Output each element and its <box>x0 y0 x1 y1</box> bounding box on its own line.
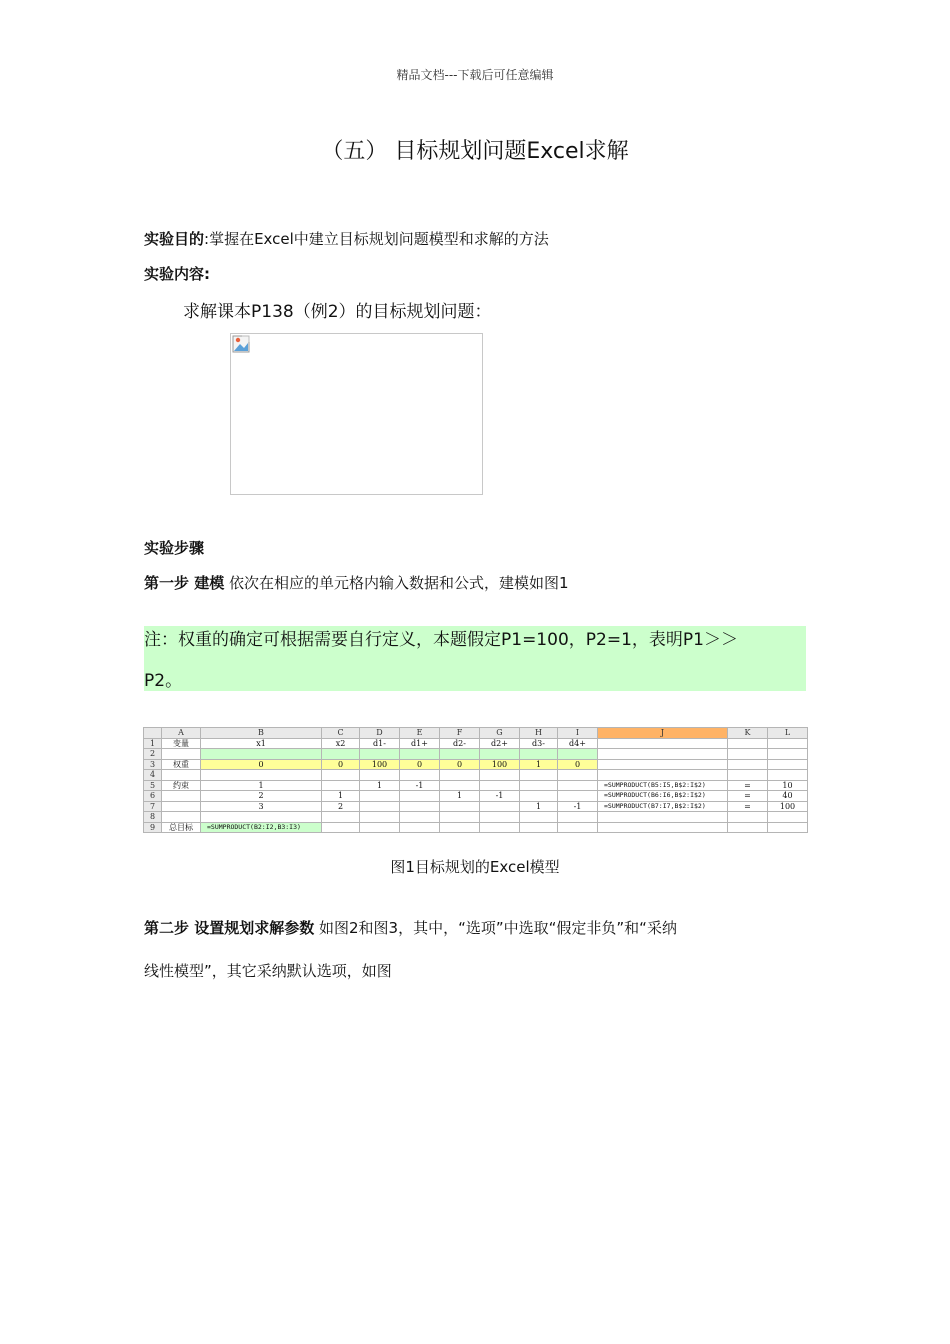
sheet-cell: x1 <box>201 738 322 749</box>
step2-line-2: 线性模型”，其它采纳默认选项，如图 <box>144 962 392 980</box>
sheet-cell: 约束 <box>162 780 201 791</box>
sheet-cell <box>728 759 768 770</box>
sheet-cell: 2 <box>322 801 360 812</box>
sheet-cell <box>598 738 728 749</box>
row-number: 6 <box>144 791 162 802</box>
sheet-cell <box>162 791 201 802</box>
sheet-cell: 0 <box>322 759 360 770</box>
sheet-cell <box>322 770 360 781</box>
step2-line <box>144 917 677 938</box>
row-number: 7 <box>144 801 162 812</box>
sheet-cell <box>480 801 520 812</box>
sheet-cell <box>480 812 520 823</box>
sheet-cell <box>322 780 360 791</box>
sheet-cell <box>768 770 808 781</box>
purpose-label: 实验目的 <box>144 230 205 248</box>
sheet-cell <box>768 822 808 833</box>
sheet-cell <box>728 812 768 823</box>
sheet-cell: 2 <box>201 791 322 802</box>
sheet-cell <box>322 812 360 823</box>
sheet-cell <box>360 812 400 823</box>
sheet-cell <box>360 749 400 760</box>
purpose-text: :掌握在Excel中建立目标规划问题模型和求解的方法 <box>204 230 549 248</box>
sheet-cell <box>728 738 768 749</box>
step1-label: 第一步 建模 <box>144 574 225 592</box>
steps-heading: 实验步骤 <box>144 539 205 557</box>
sheet-cell <box>768 749 808 760</box>
sheet-cell: -1 <box>480 791 520 802</box>
sheet-cell <box>400 822 440 833</box>
sheet-cell <box>162 812 201 823</box>
sheet-cell: 1 <box>440 791 480 802</box>
sheet-cell <box>558 780 598 791</box>
row-number: 4 <box>144 770 162 781</box>
sheet-cell <box>440 801 480 812</box>
sheet-cell <box>520 791 558 802</box>
sheet-cell <box>520 822 558 833</box>
sheet-cell <box>400 812 440 823</box>
step1-text: 依次在相应的单元格内输入数据和公式，建模如图1 <box>224 574 569 592</box>
sheet-cell <box>480 822 520 833</box>
broken-image-icon <box>232 335 250 353</box>
sheet-cell <box>360 801 400 812</box>
excel-model-screenshot <box>143 727 807 832</box>
step2-text: 如图2和图3，其中，“选项”中选取“假定非负”和“采纳 <box>314 919 677 937</box>
purpose-line <box>144 228 549 249</box>
missing-image-frame <box>230 333 483 495</box>
row-number: 9 <box>144 822 162 833</box>
sheet-cell <box>598 770 728 781</box>
note-box <box>144 626 806 691</box>
column-header: A <box>162 728 201 739</box>
sheet-cell <box>400 791 440 802</box>
sheet-cell <box>520 780 558 791</box>
sheet-cell: 1 <box>520 801 558 812</box>
sheet-cell: 100 <box>480 759 520 770</box>
column-header: H <box>520 728 558 739</box>
sheet-cell: d1+ <box>400 738 440 749</box>
sheet-cell <box>728 822 768 833</box>
sheet-cell <box>440 770 480 781</box>
sheet-cell <box>520 770 558 781</box>
sheet-cell: 总目标 <box>162 822 201 833</box>
sheet-cell <box>598 759 728 770</box>
step1-line <box>144 572 569 593</box>
sheet-cell: d2- <box>440 738 480 749</box>
sheet-cell <box>400 801 440 812</box>
sheet-row <box>144 759 808 770</box>
sheet-row <box>144 801 808 812</box>
sheet-cell: 变量 <box>162 738 201 749</box>
sheet-cell: 40 <box>768 791 808 802</box>
sheet-cell: 权重 <box>162 759 201 770</box>
sheet-cell: 0 <box>201 759 322 770</box>
sheet-cell: = <box>728 791 768 802</box>
sheet-cell: 1 <box>322 791 360 802</box>
sheet-row <box>144 822 808 833</box>
sheet-cell <box>768 759 808 770</box>
page-title: （五） 目标规划问题Excel求解 <box>321 139 629 164</box>
sheet-cell: 100 <box>768 801 808 812</box>
sheet-cell <box>728 749 768 760</box>
sheet-cell: =SUMPRODUCT(B5:I5,B$2:I$2) <box>598 780 728 791</box>
sheet-row <box>144 749 808 760</box>
column-header: E <box>400 728 440 739</box>
sheet-cell <box>520 812 558 823</box>
column-header: G <box>480 728 520 739</box>
sheet-cell <box>322 749 360 760</box>
row-number: 1 <box>144 738 162 749</box>
sheet-cell <box>201 770 322 781</box>
column-header: F <box>440 728 480 739</box>
sheet-cell <box>201 812 322 823</box>
row-number: 2 <box>144 749 162 760</box>
column-header: C <box>322 728 360 739</box>
sheet-cell: =SUMPRODUCT(B2:I2,B3:I3) <box>201 822 322 833</box>
sheet-cell: -1 <box>400 780 440 791</box>
sheet-row <box>144 738 808 749</box>
sheet-cell <box>558 812 598 823</box>
sheet-cell <box>162 801 201 812</box>
sheet-cell <box>598 812 728 823</box>
sheet-cell: d2+ <box>480 738 520 749</box>
sheet-cell <box>558 770 598 781</box>
sheet-cell: x2 <box>322 738 360 749</box>
sheet-cell <box>480 780 520 791</box>
sheet-cell: =SUMPRODUCT(B7:I7,B$2:I$2) <box>598 801 728 812</box>
column-header: J <box>598 728 728 739</box>
sheet-cell: 100 <box>360 759 400 770</box>
step2-label: 第二步 设置规划求解参数 <box>144 919 315 937</box>
column-header-row <box>144 728 808 739</box>
sheet-cell <box>440 780 480 791</box>
sheet-cell: 0 <box>558 759 598 770</box>
sheet-cell <box>440 749 480 760</box>
sheet-cell <box>400 770 440 781</box>
sheet-row <box>144 770 808 781</box>
sheet-cell <box>598 822 728 833</box>
sheet-cell <box>558 749 598 760</box>
sheet-cell <box>520 749 558 760</box>
column-header: K <box>728 728 768 739</box>
sheet-cell: = <box>728 801 768 812</box>
sheet-cell: 1 <box>201 780 322 791</box>
sheet-cell <box>201 749 322 760</box>
sheet-cell <box>400 749 440 760</box>
sheet-cell <box>162 749 201 760</box>
sheet-cell: = <box>728 780 768 791</box>
sheet-cell: 10 <box>768 780 808 791</box>
note-line-2: P2。 <box>144 671 183 691</box>
sheet-cell: 3 <box>201 801 322 812</box>
sheet-cell: 1 <box>520 759 558 770</box>
sheet-cell <box>768 812 808 823</box>
sheet-cell <box>480 770 520 781</box>
sheet-cell: =SUMPRODUCT(B6:I6,B$2:I$2) <box>598 791 728 802</box>
sheet-row <box>144 812 808 823</box>
sheet-cell: 0 <box>400 759 440 770</box>
sheet-cell <box>480 749 520 760</box>
sheet-cell <box>598 749 728 760</box>
row-number: 5 <box>144 780 162 791</box>
column-header: I <box>558 728 598 739</box>
sheet-cell <box>360 791 400 802</box>
page-header: 精品文档---下载后可任意编辑 <box>396 68 554 82</box>
sheet-cell: d3- <box>520 738 558 749</box>
note-line-1: 注：权重的确定可根据需要自行定义，本题假定P1=100，P2=1，表明P1＞＞ <box>144 630 738 650</box>
sheet-cell: d1- <box>360 738 400 749</box>
sheet-cell <box>558 791 598 802</box>
sheet-cell <box>440 812 480 823</box>
figure-caption: 图1目标规划的Excel模型 <box>390 858 560 876</box>
column-header <box>144 728 162 739</box>
sheet-cell <box>768 738 808 749</box>
sheet-cell <box>440 822 480 833</box>
content-label: 实验内容: <box>144 265 210 283</box>
sheet-cell <box>360 770 400 781</box>
sheet-cell <box>360 822 400 833</box>
column-header: D <box>360 728 400 739</box>
column-header: B <box>201 728 322 739</box>
sheet-row <box>144 791 808 802</box>
sheet-cell <box>558 822 598 833</box>
sheet-cell: d4+ <box>558 738 598 749</box>
sheet-cell: -1 <box>558 801 598 812</box>
spreadsheet-grid <box>143 727 808 833</box>
problem-text: 求解课本P138（例2）的目标规划问题： <box>183 302 492 322</box>
sheet-cell <box>322 822 360 833</box>
sheet-cell: 1 <box>360 780 400 791</box>
sheet-row <box>144 780 808 791</box>
column-header: L <box>768 728 808 739</box>
sheet-cell: 0 <box>440 759 480 770</box>
row-number: 3 <box>144 759 162 770</box>
sheet-cell <box>162 770 201 781</box>
sheet-cell <box>728 770 768 781</box>
row-number: 8 <box>144 812 162 823</box>
